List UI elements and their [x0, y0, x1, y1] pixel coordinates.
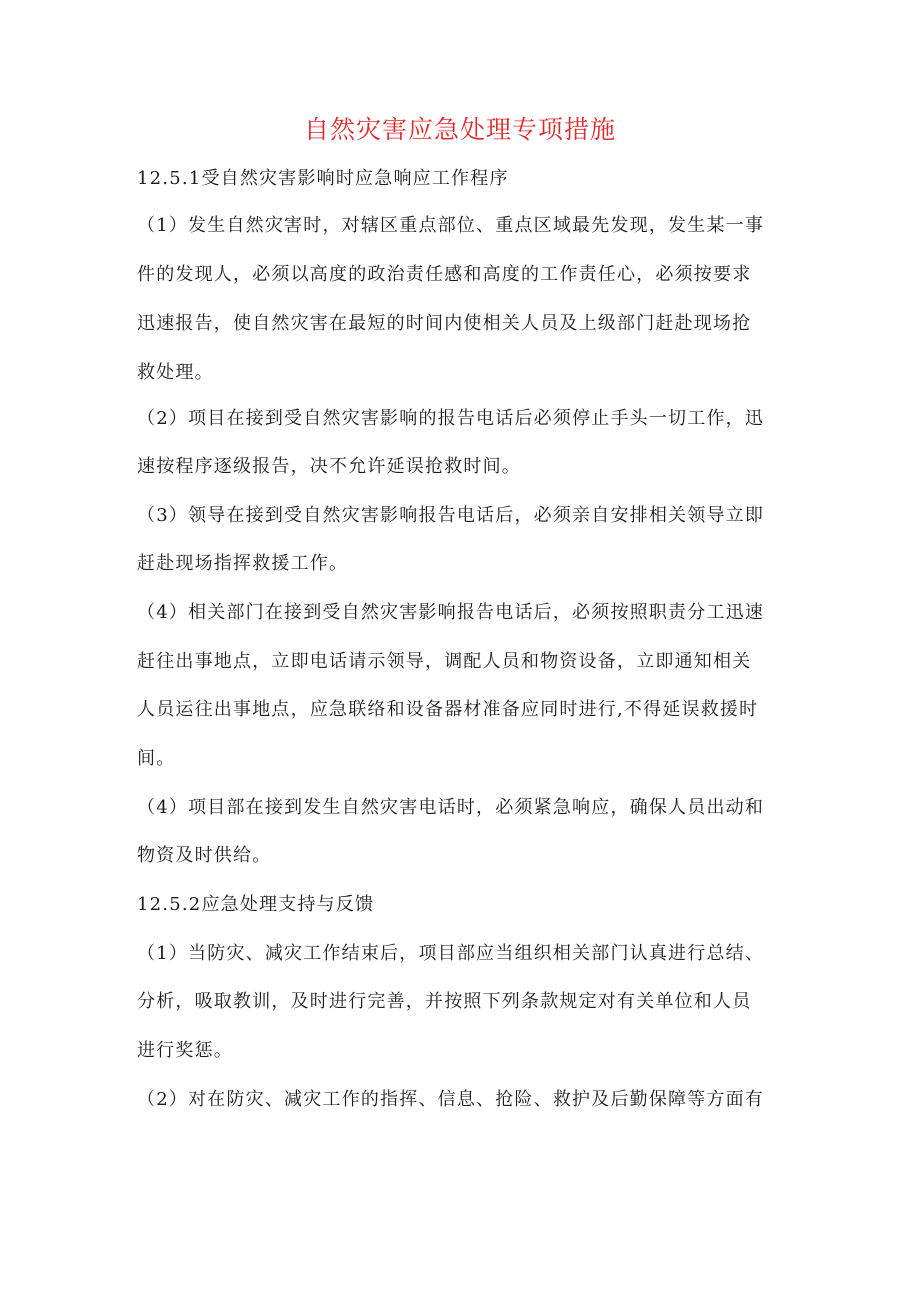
paragraph-line: 速按程序逐级报告，决不允许延误抢救时间。 [137, 456, 521, 477]
paragraph-line: 间。 [137, 748, 176, 769]
document-title: 自然灾害应急处理专项措施 [303, 115, 616, 144]
paragraph-line: （1）发生自然灾害时，对辖区重点部位、重点区域最先发现，发生某一事 [137, 215, 765, 236]
paragraph-line: 分析，吸取教训，及时进行完善，并按照下列条款规定对有关单位和人员 [137, 991, 752, 1012]
paragraph-line: （4）项目部在接到发生自然灾害电话时，必须紧急响应，确保人员出动和 [137, 797, 765, 818]
paragraph-line: 人员运往出事地点，应急联络和设备器材准备应同时进行,不得延误救援时 [137, 699, 759, 720]
paragraph-line: 救处理。 [137, 362, 214, 383]
paragraph-line: 物资及时供给。 [137, 845, 272, 866]
paragraph-line: 件的发现人，必须以高度的政治责任感和高度的工作责任心，必须按要求 [137, 264, 752, 285]
paragraph-line: （1）当防灾、减灾工作结束后，项目部应当组织相关部门认真进行总结、 [137, 943, 765, 964]
paragraph-line: 赶往出事地点，立即电话请示领导，调配人员和物资设备，立即通知相关 [137, 651, 752, 672]
paragraph-line: 进行奖惩。 [137, 1040, 233, 1061]
paragraph-line: （4）相关部门在接到受自然灾害影响报告电话后，必须按照职责分工迅速 [137, 602, 765, 623]
paragraph-line: （2）项目在接到受自然灾害影响的报告电话后必须停止手头一切工作，迅 [137, 408, 765, 429]
paragraph-line: 迅速报告，使自然灾害在最短的时间内使相关人员及上级部门赶赴现场抢 [137, 313, 752, 334]
section-heading: 12.5.1受自然灾害影响时应急响应工作程序 [137, 168, 509, 189]
paragraph-line: （2）对在防灾、减灾工作的指挥、信息、抢险、救护及后勤保障等方面有 [137, 1089, 765, 1110]
paragraph-line: （3）领导在接到受自然灾害影响报告电话后，必须亲自安排相关领导立即 [137, 505, 765, 526]
paragraph-line: 赶赴现场指挥救援工作。 [137, 553, 349, 574]
section-heading: 12.5.2应急处理支持与反馈 [137, 894, 375, 915]
